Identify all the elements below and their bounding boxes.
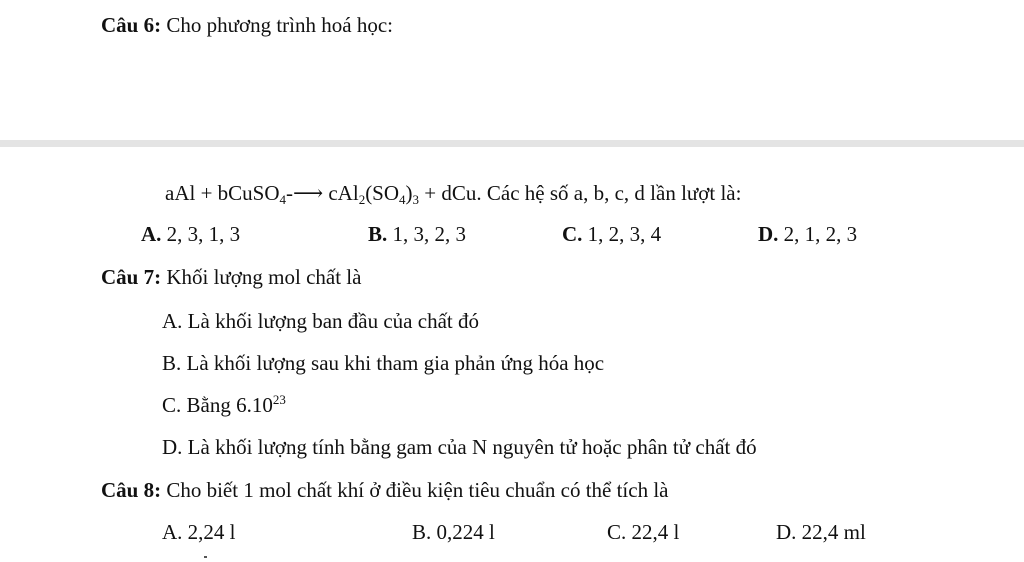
- equation-part: -⟶ cAl: [286, 181, 359, 205]
- option-letter: C.: [562, 222, 583, 246]
- option-text: 2, 3, 1, 3: [161, 222, 241, 246]
- equation-subscript: 4: [279, 192, 287, 207]
- q6-option-d: [758, 221, 857, 247]
- question-6-stem: Cho phương trình hoá học:: [166, 13, 393, 37]
- option-letter: B.: [368, 222, 388, 246]
- q8-option-b: B. 0,224 l: [412, 520, 495, 544]
- equation-subscript: 3: [412, 192, 420, 207]
- q8-option-d: D. 22,4 ml: [776, 520, 866, 544]
- equation-part: ): [405, 181, 413, 205]
- question-6-label: Câu 6:: [101, 13, 162, 37]
- question-8-stem: Cho biết 1 mol chất khí ở điều kiện tiêu chuẩn có thể tích là: [166, 478, 669, 502]
- option-letter: A.: [141, 222, 162, 246]
- q7-option-d: D. Là khối lượng tính bằng gam của N nguyên tử hoặc phân tử chất đó: [162, 435, 757, 459]
- page-divider: [0, 140, 1024, 147]
- q6-option-c: [562, 221, 661, 247]
- question-6-heading: [101, 12, 393, 38]
- equation-part: aAl + bCuSO: [165, 181, 280, 205]
- question-7-stem: Khối lượng mol chất là: [166, 265, 362, 289]
- question-8-label: Câu 8:: [101, 478, 162, 502]
- q6-option-b: [368, 221, 466, 247]
- equation-subscript: 2: [358, 192, 366, 207]
- option-text: 1, 2, 3, 4: [582, 222, 662, 246]
- q8-option-c: C. 22,4 l: [607, 520, 680, 544]
- q8-option-a: A. 2,24 l: [162, 520, 236, 544]
- option-text: 2, 1, 2, 3: [778, 222, 858, 246]
- stray-mark: [204, 556, 207, 558]
- question-8-heading: [101, 477, 669, 503]
- exponent: 23: [272, 392, 286, 407]
- question-7-label: Câu 7:: [101, 265, 162, 289]
- q6-option-a: [141, 221, 240, 247]
- question-7-heading: [101, 264, 361, 290]
- equation-part: + dCu. Các hệ số a, b, c, d lần lượt là:: [419, 181, 742, 205]
- option-text: 1, 3, 2, 3: [387, 222, 467, 246]
- option-text: C. Bằng 6.10: [162, 393, 273, 417]
- equation-subscript: 4: [399, 192, 406, 207]
- equation-line: [165, 180, 741, 206]
- q7-option-a: A. Là khối lượng ban đầu của chất đó: [162, 309, 479, 333]
- q7-option-c: [162, 392, 286, 418]
- equation-part: (SO: [365, 181, 400, 205]
- q7-option-b: B. Là khối lượng sau khi tham gia phản ứng hóa học: [162, 351, 605, 375]
- option-letter: D.: [758, 222, 779, 246]
